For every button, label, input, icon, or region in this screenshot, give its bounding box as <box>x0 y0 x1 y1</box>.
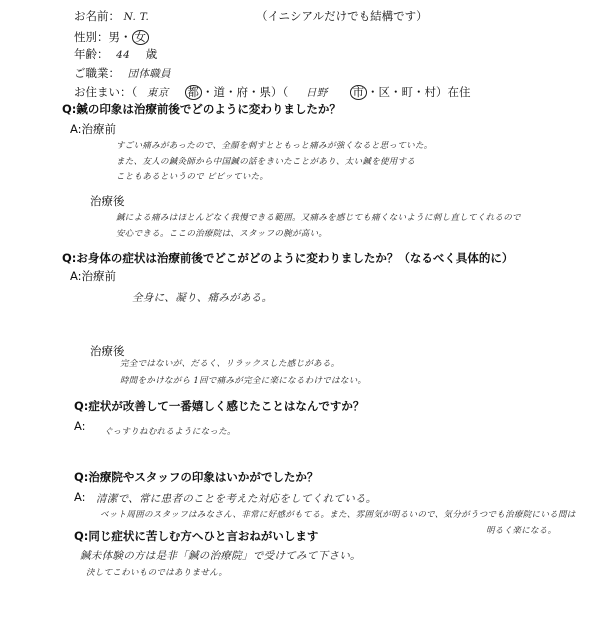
question-5: Q:同じ症状に苦しむ方へひと言おねがいします <box>74 529 319 543</box>
name-label: お名前： <box>74 9 120 23</box>
gender-male: 男・ <box>108 30 132 44</box>
age-unit: 歳 <box>145 47 158 61</box>
q2-before-label: A:治療前 <box>70 269 117 283</box>
q1-after-line-1: 鍼による痛みはほとんどなく我慢できる範囲。又痛みを感じても痛くないように刺し直してくれるので <box>116 213 521 223</box>
q3-answer-label: A: <box>74 419 86 433</box>
q4-answer-line-3: 明るく楽になる。 <box>486 526 557 536</box>
q4-answer-label: A: <box>74 490 86 504</box>
city-type-options: ・区・町・村）在住 <box>367 85 471 99</box>
question-4: Q:治療院やスタッフの印象はいかがでしたか？ <box>74 470 319 484</box>
gender-row <box>74 29 149 45</box>
q2-after-label: 治療後 <box>90 344 125 358</box>
age-row <box>74 46 157 62</box>
q5-answer-line-2: 決してこわいものではありません。 <box>86 568 228 578</box>
q2-after-line-2: 時間をかけながら 1回で痛みが完全に楽になるわけではない。 <box>120 376 367 386</box>
question-1: Q:鍼の印象は治療前後でどのように変わりましたか？ <box>62 102 341 116</box>
city-value: 日野 <box>305 87 328 99</box>
q1-before-line-1: すごい痛みがあったので、全顔を刺すとともっと痛みが強くなると思っていた。 <box>116 141 433 151</box>
gender-label: 性別： <box>74 30 109 44</box>
address-label: お住まい：（ <box>74 85 138 99</box>
q1-after-line-2: 安心できる。ここの治療院は、スタッフの腕が高い。 <box>116 229 328 239</box>
q5-answer-line-1: 鍼未体験の方は是非「鍼の治療院」で受けてみて下さい。 <box>80 550 361 562</box>
q1-before-label: A:治療前 <box>70 122 117 136</box>
question-2: Q:お身体の症状は治療前後でどこがどのように変わりましたか？（なるべく具体的に） <box>62 251 514 265</box>
prefecture-type-circled: 都 <box>185 85 203 100</box>
age-label: 年齢： <box>74 47 109 61</box>
q1-before-line-3: こともあるというので ビビッていた。 <box>116 172 269 182</box>
q2-after-line-1: 完全ではないが、だるく、リラックスした感じがある。 <box>120 359 340 369</box>
city-type-circled: 市 <box>350 85 368 100</box>
age-value: 44 <box>116 49 131 61</box>
job-row <box>74 65 171 81</box>
prefecture-type-options: ・道・府・県）（ <box>202 85 289 99</box>
name-value: N. T. <box>123 11 150 23</box>
q2-before-line-1: 全身に、凝り、痛みがある。 <box>132 292 273 304</box>
initial-note: （イニシアルだけでも結構です） <box>256 9 428 23</box>
gender-female-circled: 女 <box>132 30 150 45</box>
name-row <box>74 8 149 24</box>
job-label: ご職業： <box>74 66 120 80</box>
q4-answer-line-2: ベット周囲のスタッフはみなさん、非常に好感がもてる。また、雰囲気が明るいので、気分がうつでも治療院にいる間は <box>100 510 576 520</box>
q4-answer-line-1: 清潔で、常に患者のことを考えた対応をしてくれている。 <box>96 493 377 505</box>
q1-before-line-2: また、友人の鍼灸師から中国鍼の話をきいたことがあり、太い鍼を使用する <box>116 157 416 167</box>
address-row <box>74 84 471 100</box>
prefecture-value: 東京 <box>146 87 169 99</box>
q3-answer-line-1: ぐっすりねむれるようになった。 <box>104 427 236 437</box>
job-value: 団体職員 <box>127 68 171 80</box>
q1-after-label: 治療後 <box>90 194 125 208</box>
question-3: Q:症状が改善して一番嬉しく感じたことはなんですか？ <box>74 399 365 413</box>
